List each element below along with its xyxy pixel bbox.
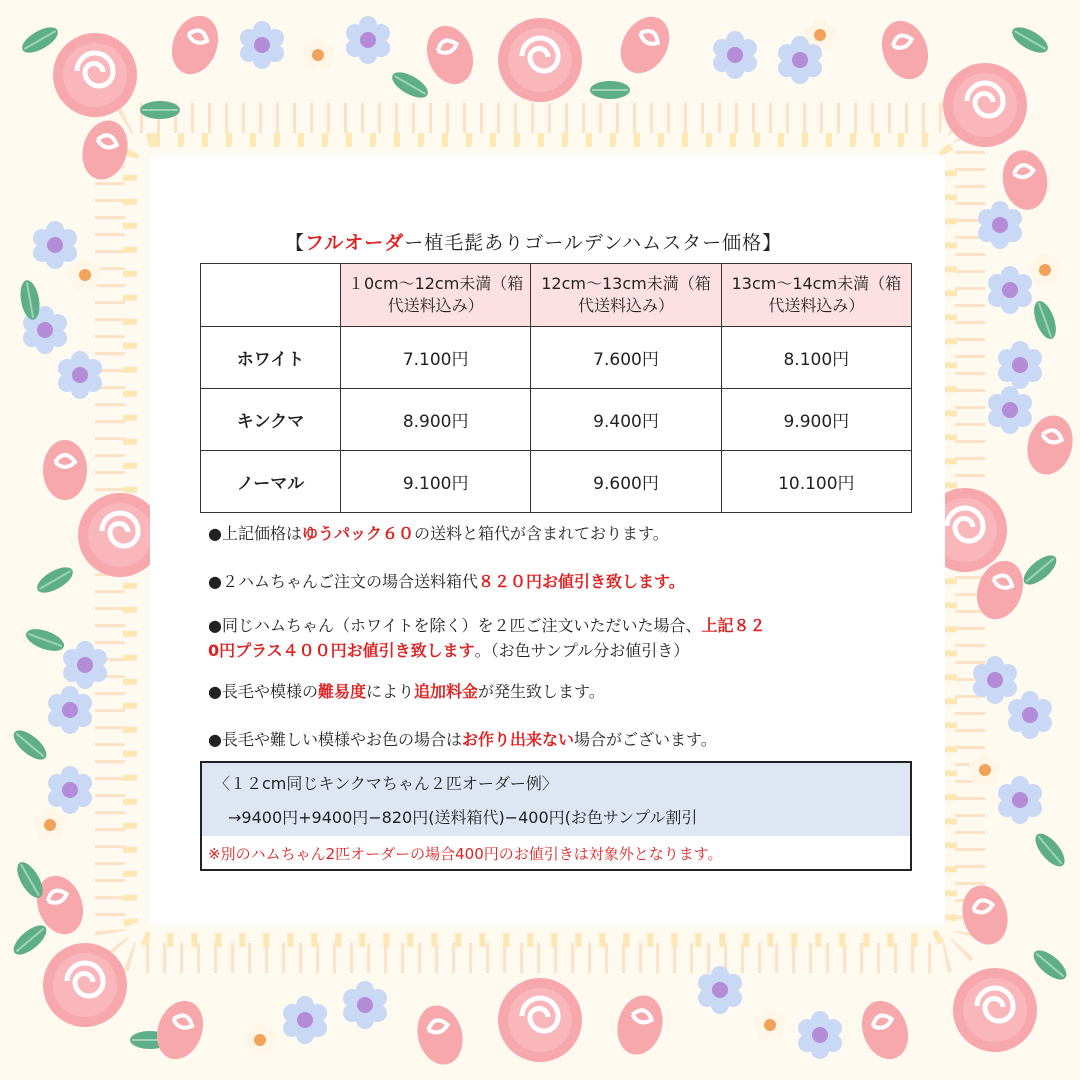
table-header-cell: 13cm〜14cm未満（箱代送料込み） [721, 264, 911, 327]
note-two-hamster-discount: ●２ハムちゃんご注文の場合送料箱代８２０円お値引き致します。 [208, 572, 685, 591]
table-header-row [201, 264, 912, 327]
order-example-box [200, 761, 912, 871]
price-cell: 10.100円 [721, 451, 911, 513]
note-same-hamster-discount: ●同じハムちゃん（ホワイトを除く）を２匹ご注文いただいた場合、上記８２ [208, 616, 766, 635]
table-row [201, 451, 912, 513]
price-cell: 7.100円 [341, 327, 531, 389]
note-shipping-included: ●上記価格はゆうパック６０の送料と箱代が含まれております。 [208, 524, 669, 543]
table-header-cell: 12cm〜13cm未満（箱代送料込み） [531, 264, 721, 327]
order-example-title: 〈１２cm同じキンクマちゃん２匹オーダー例〉 [214, 774, 558, 793]
note-extra-charge: ●長毛や模様の難易度により追加料金が発生致します。 [208, 682, 605, 701]
table-header-cell: １0cm〜12cm未満（箱代送料込み） [341, 264, 531, 327]
table-row [201, 327, 912, 389]
row-label: ホワイト [201, 327, 341, 389]
price-cell: 9.100円 [341, 451, 531, 513]
price-cell: 8.100円 [721, 327, 911, 389]
price-cell: 9.400円 [531, 389, 721, 451]
table-row [201, 389, 912, 451]
price-cell: 9.600円 [531, 451, 721, 513]
note-cannot-make: ●長毛や難しい模様やお色の場合はお作り出来ない場合がございます。 [208, 730, 717, 749]
price-cell: 7.600円 [531, 327, 721, 389]
price-table [200, 263, 912, 513]
page-title: 【フルオーダー植毛髭ありゴールデンハムスター価格】 [285, 232, 783, 254]
table-header-cell [201, 264, 341, 327]
price-cell: 9.900円 [721, 389, 911, 451]
order-example-caution: ※別のハムちゃん2匹オーダーの場合400円のお値引きは対象外となります。 [208, 845, 723, 863]
order-example-calculation: →9400円+9400円−820円(送料箱代)−400円(お色サンプル割引 [228, 808, 698, 827]
price-cell: 8.900円 [341, 389, 531, 451]
row-label: キンクマ [201, 389, 341, 451]
note-same-hamster-discount-cont: 0円プラス４００円お値引き致します。（お色サンプル分お値引き） [208, 641, 690, 660]
row-label: ノーマル [201, 451, 341, 513]
